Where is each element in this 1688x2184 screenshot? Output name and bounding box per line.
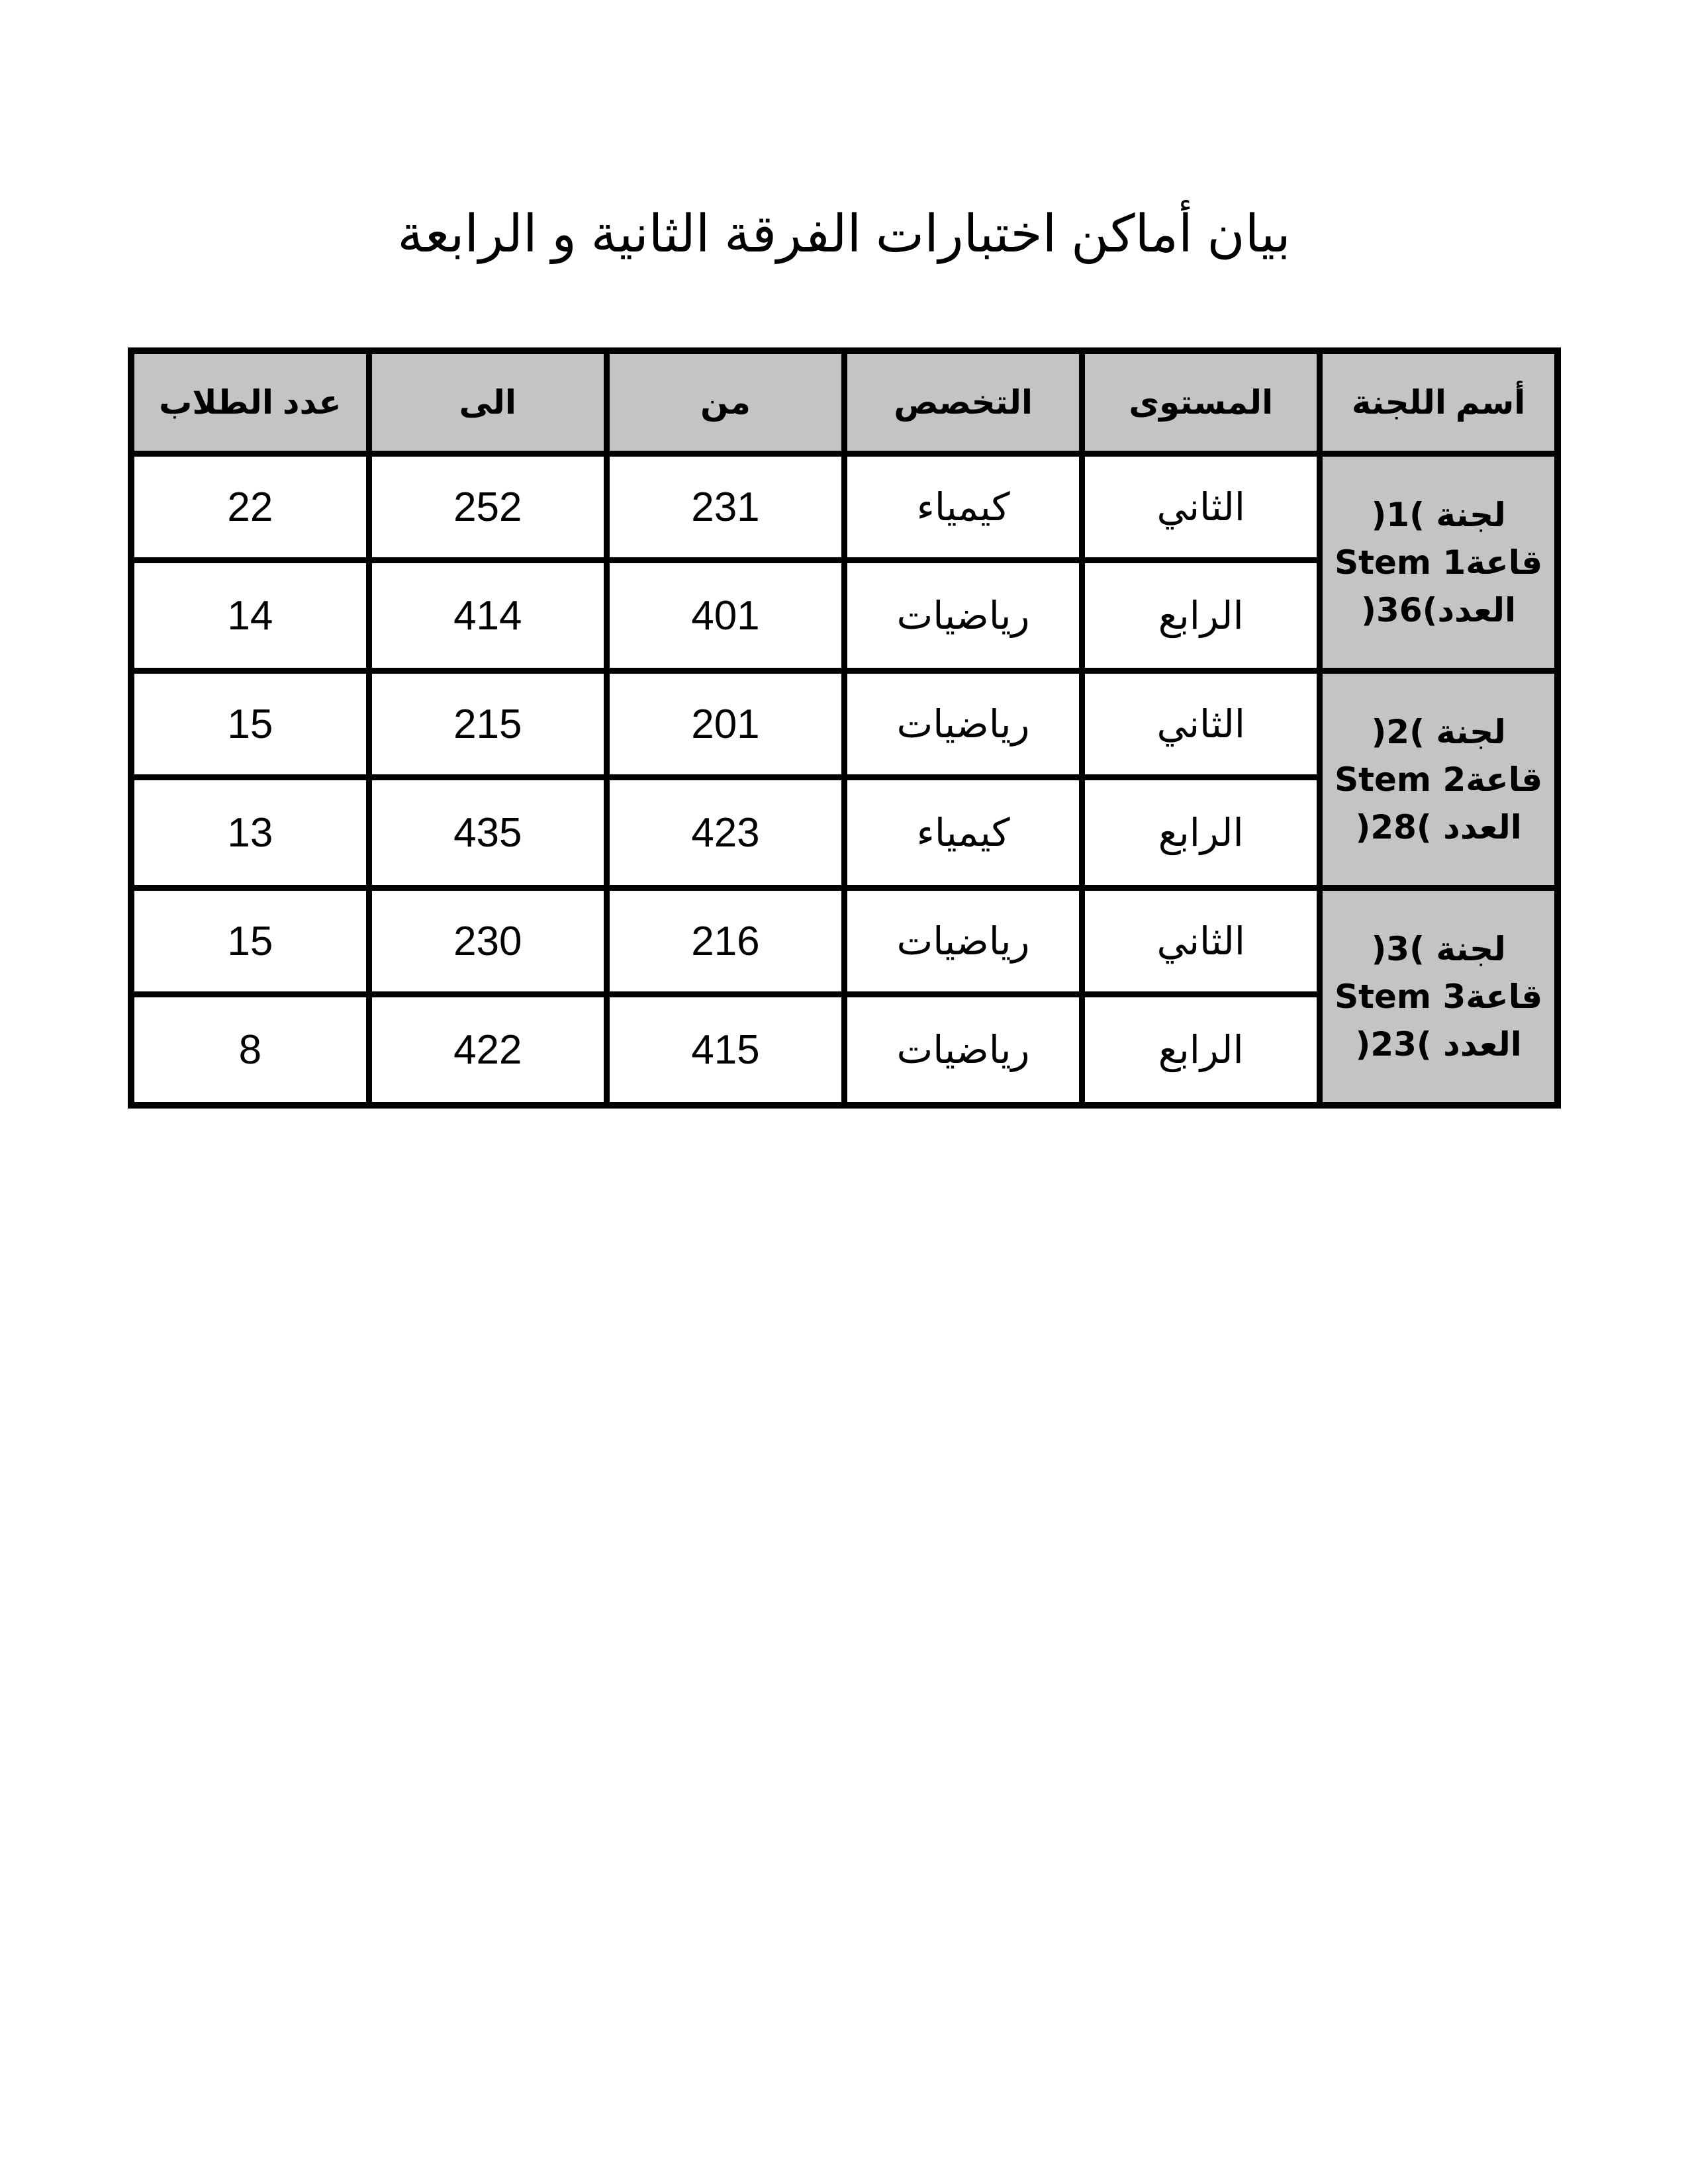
committee-cell [1320, 671, 1558, 888]
student-count-cell: 22 [131, 454, 369, 561]
level-cell: الثاني [1082, 454, 1320, 561]
specialization-cell: رياضيات [845, 995, 1082, 1106]
level-cell: الرابع [1082, 995, 1320, 1106]
specialization-cell: كيمياء [845, 778, 1082, 888]
student-count-cell: 15 [131, 888, 369, 995]
table-row [131, 888, 1558, 995]
header-committee-name: أسم اللجنة [1320, 351, 1558, 454]
table-row [131, 454, 1558, 561]
to-cell: 230 [369, 888, 606, 995]
student-count-cell: 14 [131, 561, 369, 671]
level-cell: الرابع [1082, 561, 1320, 671]
committee-hall: قاعةStem 3 [1335, 977, 1543, 1016]
student-count-cell: 13 [131, 778, 369, 888]
exam-locations-table [128, 347, 1561, 1109]
specialization-cell: رياضيات [845, 888, 1082, 995]
level-cell: الثاني [1082, 888, 1320, 995]
header-from: من [606, 351, 844, 454]
to-cell: 435 [369, 778, 606, 888]
student-count-cell: 15 [131, 671, 369, 778]
table-row [131, 671, 1558, 778]
page-title: بيان أماكن اختبارات الفرقة الثانية و الرابعة [397, 205, 1291, 263]
table-header-row [131, 351, 1558, 454]
specialization-cell: رياضيات [845, 671, 1082, 778]
header-specialization: التخصص [845, 351, 1082, 454]
committee-count: العدد)36( [1361, 590, 1517, 629]
header-to: الى [369, 351, 606, 454]
specialization-cell: رياضيات [845, 561, 1082, 671]
committee-cell [1320, 888, 1558, 1106]
level-cell: الرابع [1082, 778, 1320, 888]
specialization-cell: كيمياء [845, 454, 1082, 561]
level-cell: الثاني [1082, 671, 1320, 778]
student-count-cell: 8 [131, 995, 369, 1106]
committee-count: العدد )23( [1355, 1024, 1522, 1064]
from-cell: 401 [606, 561, 844, 671]
committee-name: لجنة )2( [1371, 712, 1506, 751]
to-cell: 252 [369, 454, 606, 561]
committee-name: لجنة )1( [1371, 495, 1506, 534]
from-cell: 423 [606, 778, 844, 888]
committee-cell [1320, 454, 1558, 671]
to-cell: 414 [369, 561, 606, 671]
header-level: المستوى [1082, 351, 1320, 454]
from-cell: 216 [606, 888, 844, 995]
from-cell: 201 [606, 671, 844, 778]
committee-hall: قاعةStem 2 [1335, 760, 1543, 799]
committee-hall: قاعةStem 1 [1335, 543, 1543, 582]
from-cell: 415 [606, 995, 844, 1106]
committee-count: العدد )28( [1355, 807, 1522, 846]
committee-name: لجنة )3( [1371, 929, 1506, 968]
from-cell: 231 [606, 454, 844, 561]
to-cell: 422 [369, 995, 606, 1106]
header-student-count: عدد الطلاب [131, 351, 369, 454]
to-cell: 215 [369, 671, 606, 778]
